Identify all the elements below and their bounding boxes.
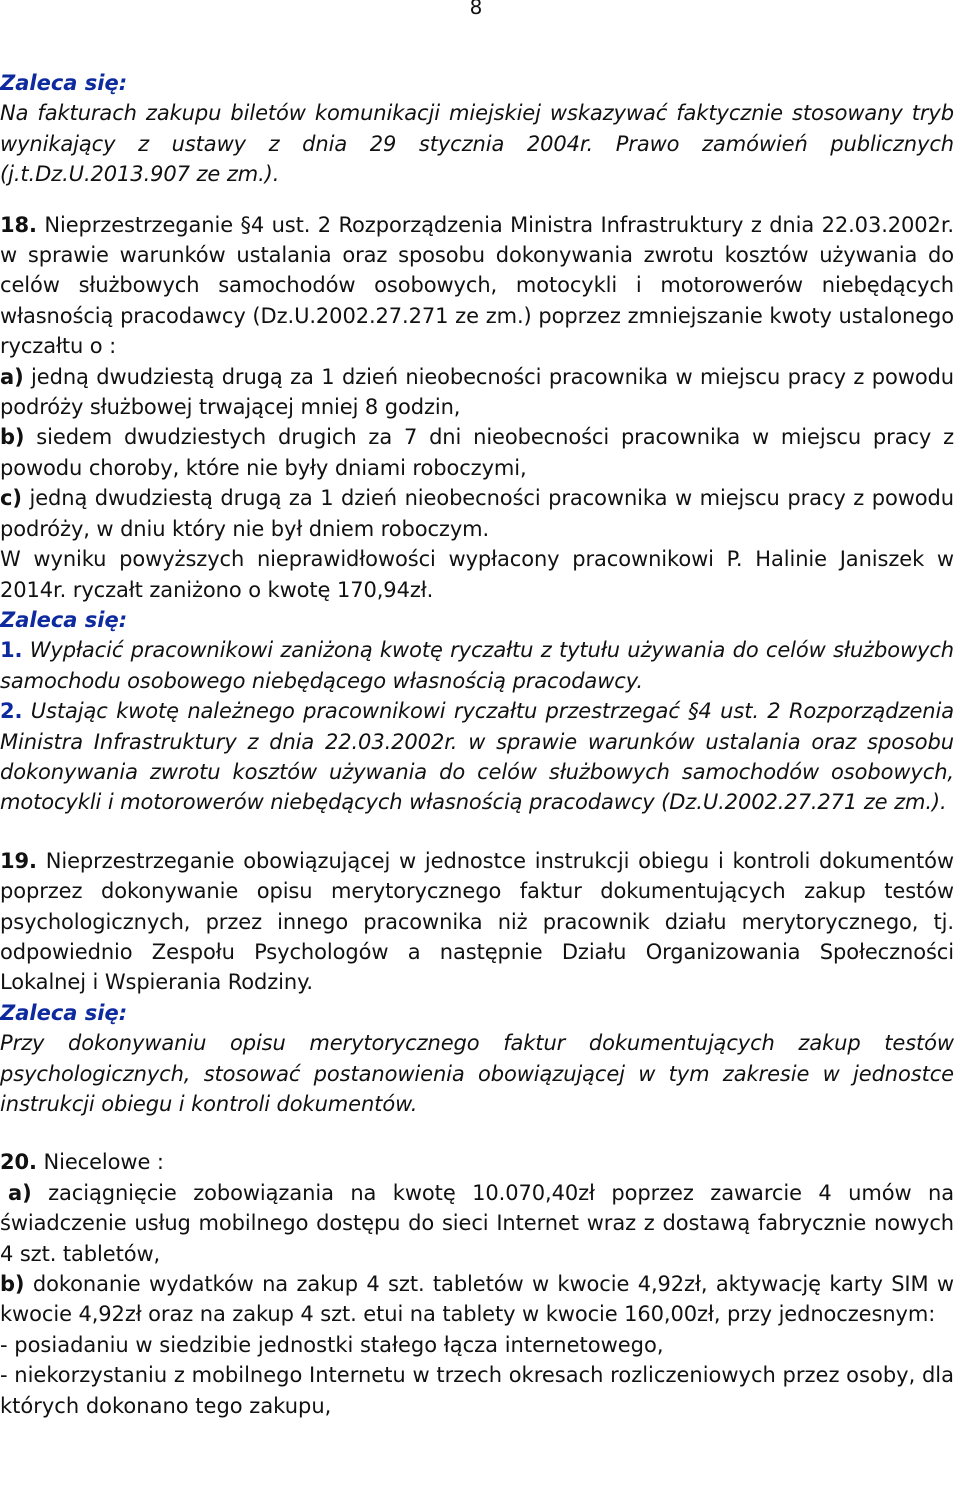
item-18-rec-2-label: 2. <box>0 699 23 724</box>
intro-section <box>0 68 954 190</box>
item-19-text: Nieprzestrzeganie obowiązującej w jednostce instrukcji obiegu i kontroli dokumentów poprzez dokonywanie opisu merytorycznego faktur dokumentujących zakup testów psychologicznych, przez innego pracownika niż pracownik działu merytorycznego, tj. odpowiednio Zespołu Psychologów a następnie Działu Organizowania Społeczności Lokalnej i Wspierania Rodziny. <box>0 848 954 995</box>
item-19-recommendation-heading: Zaleca się: <box>0 1000 128 1025</box>
item-18-a <box>0 362 954 423</box>
item-18-b-text: siedem dwudziestych drugich za 7 dni nieobecności pracownika w miejscu pracy z powodu choroby, które nie były dniami roboczymi, <box>0 425 955 480</box>
item-20-label: 20. <box>0 1150 37 1175</box>
item-18-rec-1-label: 1. <box>0 638 23 663</box>
item-18 <box>0 210 954 818</box>
item-18-rec-1-text: Wypłacić pracownikowi zaniżoną kwotę ryczałtu z tytułu używania do celów służbowych samochodu osobowego niebędącego własnością pracodawcy. <box>0 638 955 693</box>
item-20-paragraph <box>0 1147 954 1177</box>
item-20-b <box>0 1269 954 1330</box>
item-18-b <box>0 422 954 483</box>
item-20-dash-1: - posiadaniu w siedzibie jednostki stałego łącza internetowego, <box>0 1332 664 1357</box>
item-19-label: 19. <box>0 848 37 873</box>
item-20-b-label: b) <box>0 1272 25 1297</box>
item-18-c <box>0 483 954 544</box>
document-content <box>0 68 954 1421</box>
item-18-b-label: b) <box>0 425 25 450</box>
item-19-recommendation-text: Przy dokonywaniu opisu merytorycznego faktur dokumentujących zakup testów psychologicznych, stosować postanowienia obowiązującej w tym zakresie w jednostce instrukcji obiegu i kontroli dokumentów. <box>0 1031 954 1116</box>
item-18-paragraph <box>0 210 954 362</box>
item-18-text: Nieprzestrzeganie §4 ust. 2 Rozporządzenia Ministra Infrastruktury z dnia 22.03.2002r. w sprawie warunków ustalania oraz sposobu dokonywania zwrotu kosztów używania do celów służbowych samochodów osobowych, motocykli i motorowerów niebędących własnością pracodawcy (Dz.U.2002.27.271 ze zm.) poprzez zmniejszanie kwoty ustalonego ryczałtu o : <box>0 212 955 359</box>
item-19-paragraph <box>0 846 954 998</box>
item-18-a-text: jedną dwudziestą drugą za 1 dzień nieobecności pracownika w miejscu pracy z powodu podróży służbowej trwającej mniej 8 godzin, <box>0 364 955 420</box>
item-18-c-label: c) <box>0 486 22 511</box>
item-20-a <box>0 1178 954 1269</box>
recommendation-text: Na fakturach zakupu biletów komunikacji miejskiej wskazywać faktycznie stosowany tryb wynikający z ustawy z dnia 29 stycznia 2004r. Prawo zamówień publicznych (j.t.Dz.U.2013.907 ze zm.). <box>0 101 954 187</box>
item-20-text: Niecelowe : <box>43 1150 164 1175</box>
item-20-a-label: a) <box>8 1180 32 1205</box>
page-number: 8 <box>469 0 483 19</box>
item-18-recommendation-1 <box>0 635 954 696</box>
item-20 <box>0 1147 954 1421</box>
recommendation-heading: Zaleca się: <box>0 71 128 95</box>
item-18-recommendation-2 <box>0 696 954 818</box>
item-19 <box>0 846 954 1120</box>
item-20-b-text: dokonanie wydatków na zakup 4 szt. tabletów w kwocie 4,92zł, aktywację karty SIM w kwocie 4,92zł oraz na zakup 4 szt. etui na tablety w kwocie 160,00zł, przy jednoczesnym: <box>0 1272 955 1327</box>
item-18-label: 18. <box>0 212 37 237</box>
item-18-recommendation-heading: Zaleca się: <box>0 607 128 632</box>
item-20-a-text: zaciągnięcie zobowiązania na kwotę 10.070,40zł poprzez zawarcie 4 umów na świadczenie usług mobilnego dostępu do sieci Internet wraz z dostawą fabrycznie nowych 4 szt. tabletów, <box>0 1180 954 1266</box>
item-18-a-label: a) <box>0 364 24 389</box>
item-20-dash-2: - niekorzystaniu z mobilnego Internetu w trzech okresach rozliczeniowych przez osoby, dla których dokonano tego zakupu, <box>0 1363 954 1418</box>
item-18-c-text: jedną dwudziestą drugą za 1 dzień nieobecności pracownika w miejscu pracy z powodu podróży, w dniu który nie był dniem roboczym. <box>0 486 954 541</box>
item-18-result: W wyniku powyższych nieprawidłowości wypłacony pracownikowi P. Halinie Janiszek w 2014r. ryczałt zaniżono o kwotę 170,94zł. <box>0 547 954 602</box>
item-18-rec-2-text: Ustając kwotę należnego pracownikowi ryczałtu przestrzegać §4 ust. 2 Rozporządzenia Ministra Infrastruktury z dnia 22.03.2002r. w sprawie warunków ustalania oraz sposobu dokonywania zwrotu kosztów używania do celów służbowych samochodów osobowych, motocykli i motorowerów niebędących własnością pracodawcy (Dz.U.2002.27.271 ze zm.). <box>0 699 954 815</box>
